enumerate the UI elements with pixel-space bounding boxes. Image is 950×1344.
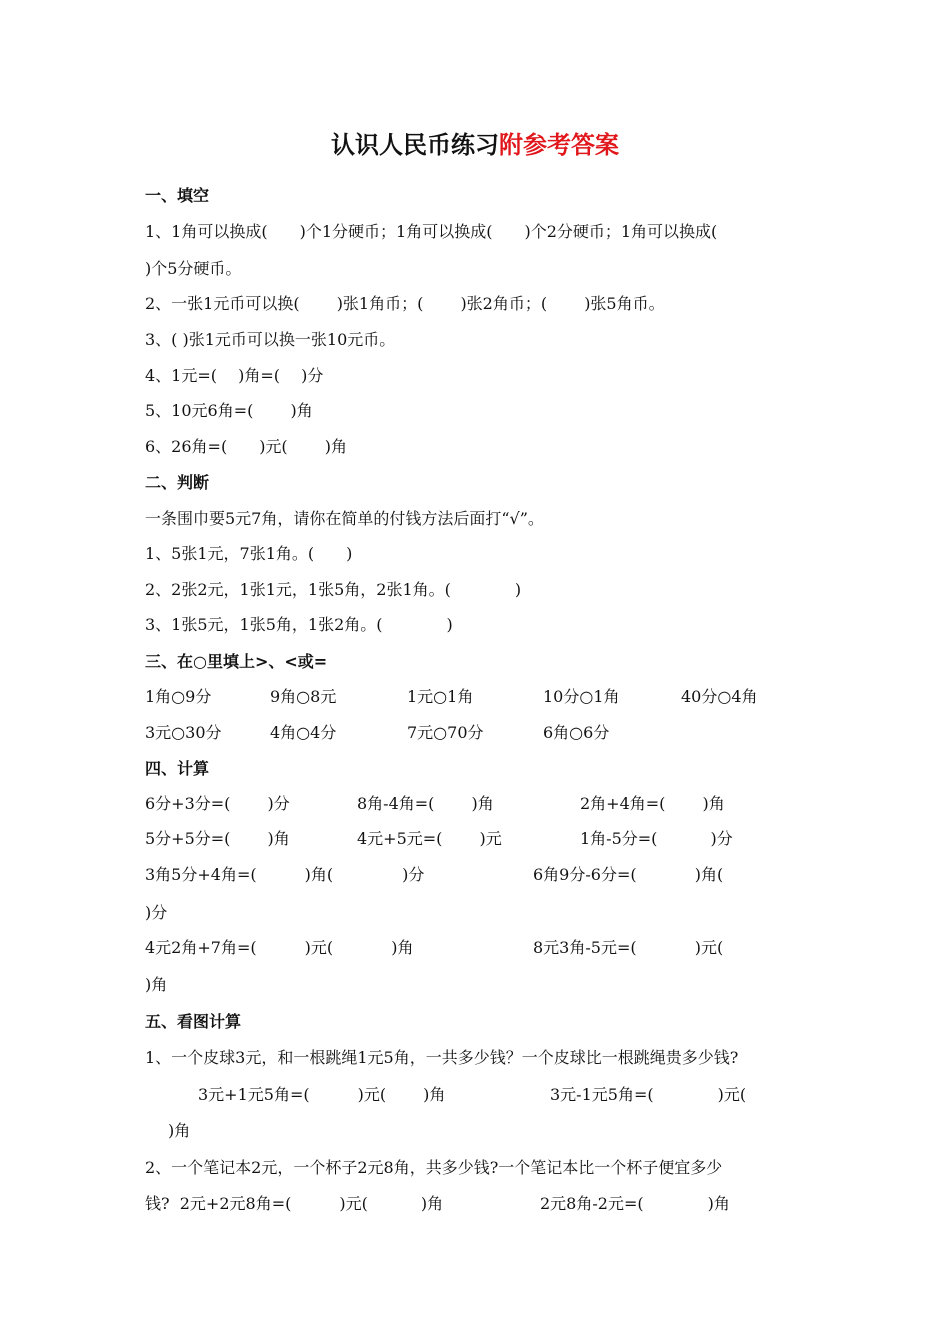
judge-3: 3、1张5元，1张5角，1张2角。( ) [145, 615, 453, 634]
section-heading-compare: 三、在○里填上>、<或= [145, 652, 328, 671]
judge-intro: 一条围巾要5元7角，请你在简单的付钱方法后面打“√”。 [145, 509, 544, 528]
compare-item: 40分○4角 [681, 687, 758, 706]
question-1-4: 4、1元=( )角=( )分 [145, 366, 324, 385]
picture-eq: 3元+1元5角=( )元( )角 [198, 1085, 446, 1104]
calc-item-cont: )分 [145, 903, 168, 922]
judge-2: 2、2张2元，1张1元，1张5角，2张1角。( ) [145, 580, 522, 599]
picture-question-1: 1、一个皮球3元，和一根跳绳1元5角，一共多少钱？一个皮球比一根跳绳贵多少钱? [145, 1048, 739, 1067]
calc-item: 5分+5分=( )角 [145, 829, 290, 848]
section-heading-fill-blank: 一、填空 [145, 186, 210, 205]
title-highlight: 附参考答案 [499, 131, 619, 159]
section-heading-picture-calc: 五、看图计算 [145, 1012, 242, 1031]
calc-item-cont: )角 [145, 975, 168, 994]
compare-item: 1角○9分 [145, 687, 212, 706]
compare-item: 3元○30分 [145, 723, 222, 742]
question-1-2: 2、一张1元币可以换( )张1角币；( )张2角币；( )张5角币。 [145, 294, 665, 313]
calc-item: 8元3角-5元=( )元( [533, 938, 724, 957]
section-heading-judge: 二、判断 [145, 473, 210, 492]
picture-eq-cont: )角 [168, 1121, 191, 1140]
picture-eq: 钱? 2元+2元8角=( )元( )角 [145, 1194, 444, 1213]
calc-item: 4元+5元=( )元 [357, 829, 502, 848]
page-title [0, 125, 950, 160]
title-main: 认识人民币练习 [331, 131, 499, 159]
compare-item: 7元○70分 [407, 723, 484, 742]
calc-item: 1角-5分=( )分 [580, 829, 733, 848]
compare-item: 4角○4分 [270, 723, 337, 742]
compare-item: 10分○1角 [543, 687, 620, 706]
calc-item: 3角5分+4角=( )角( )分 [145, 865, 425, 884]
picture-eq: 2元8角-2元=( )角 [540, 1194, 730, 1213]
compare-item: 9角○8元 [270, 687, 337, 706]
picture-eq: 3元-1元5角=( )元( [550, 1085, 747, 1104]
compare-item: 1元○1角 [407, 687, 474, 706]
calc-item: 8角-4角=( )角 [357, 794, 494, 813]
compare-item: 6角○6分 [543, 723, 610, 742]
question-1-1: 1、1角可以换成( )个1分硬币；1角可以换成( )个2分硬币；1角可以换成( [145, 222, 718, 241]
section-heading-calculate: 四、计算 [145, 759, 210, 778]
judge-1: 1、5张1元，7张1角。( ) [145, 544, 353, 563]
calc-item: 6分+3分=( )分 [145, 794, 290, 813]
calc-item: 6角9分-6分=( )角( [533, 865, 724, 884]
question-1-1-cont: )个5分硬币。 [145, 259, 242, 278]
question-1-6: 6、26角=( )元( )角 [145, 437, 348, 456]
picture-question-2: 2、一个笔记本2元，一个杯子2元8角，共多少钱?一个笔记本比一个杯子便宜多少 [145, 1158, 723, 1177]
calc-item: 2角+4角=( )角 [580, 794, 725, 813]
calc-item: 4元2角+7角=( )元( )角 [145, 938, 414, 957]
question-1-5: 5、10元6角=( )角 [145, 401, 313, 420]
question-1-3: 3、( )张1元币可以换一张10元币。 [145, 330, 396, 349]
